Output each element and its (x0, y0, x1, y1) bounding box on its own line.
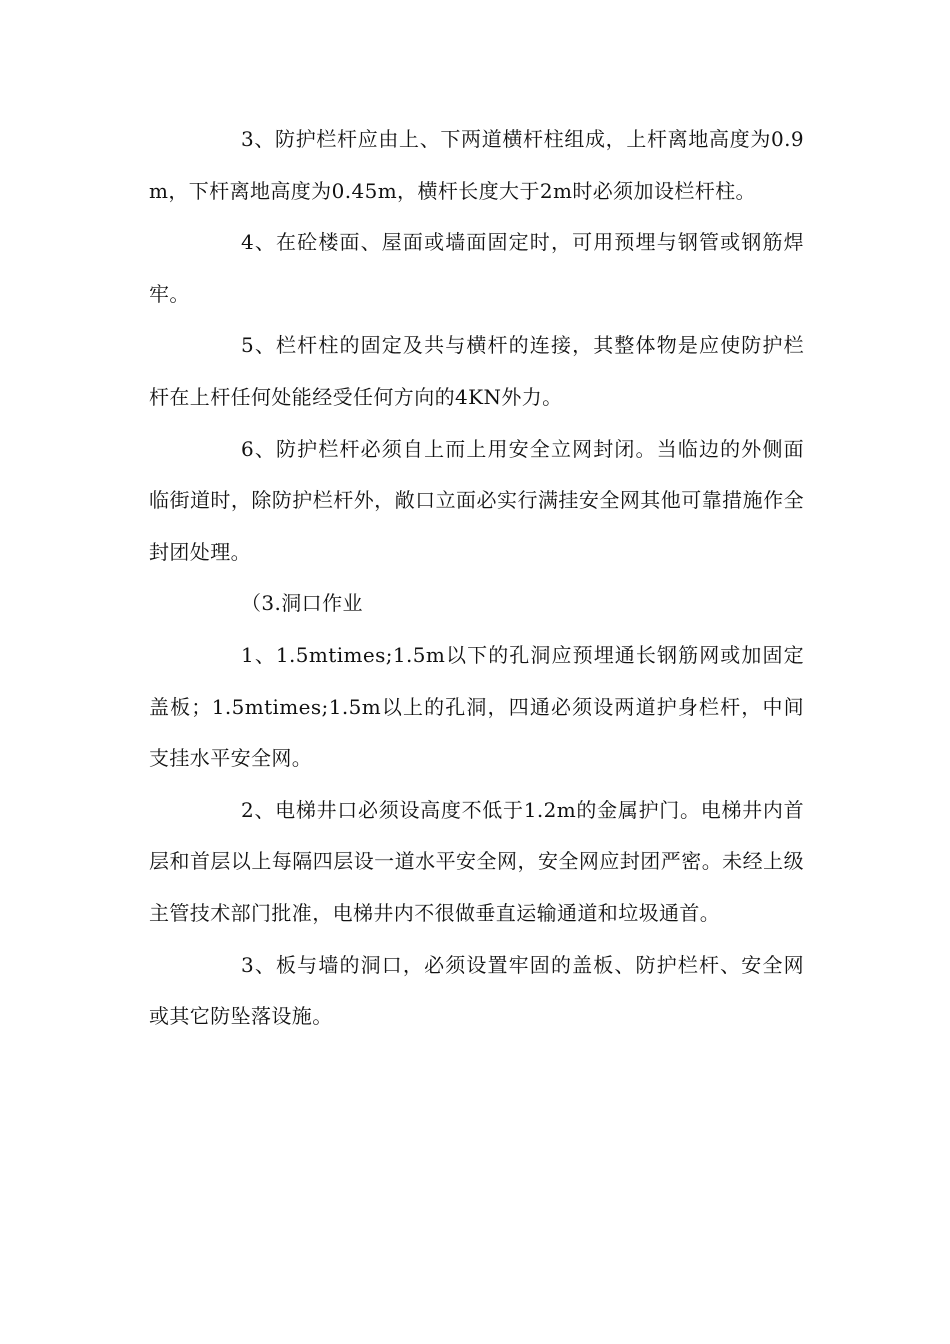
paragraph-railing-structure: 3、防护栏杆应由上、下两道横杆柱组成，上杆离地高度为0.9m，下杆离地高度为0.45m，横杆长度大于2m时必须加设栏杆柱。 (149, 127, 804, 203)
paragraph-wall-opening: 3、板与墙的洞口，必须设置牢固的盖板、防护栏杆、安全网或其它防坠落设施。 (149, 952, 804, 1029)
paragraph-railing-fixing: 4、在砼楼面、屋面或墙面固定时，可用预埋与钢管或钢筋焊牢。 (149, 230, 804, 306)
paragraph-hole-cover: 1、1.5mtimes;1.5m以下的孔洞应预埋通长钢筋网或加固定盖板；1.5mtimes;1.5m以上的孔洞，四通必须设两道护身栏杆，中间支挂水平安全网。 (149, 642, 804, 771)
document-body (149, 114, 804, 1043)
paragraph-railing-load: 5、栏杆柱的固定及共与横杆的连接，其整体物是应使防护栏杆在上杆任何处能经受任何方向的4KN外力。 (149, 333, 804, 409)
paragraph-elevator-shaft: 2、电梯井口必须设高度不低于1.2m的金属护门。电梯井内首层和首层以上每隔四层设一道水平安全网，安全网应封团严密。未经上级主管技术部门批准，电梯井内不很做垂直运输通道和垃圾通首。 (149, 797, 804, 925)
paragraph-railing-net: 6、防护栏杆必须自上而上用安全立网封闭。当临边的外侧面临街道时，除防护栏杆外，敞口立面必实行满挂安全网其他可靠措施作全封团处理。 (149, 436, 804, 564)
section-heading-opening-work: （3.洞口作业 (241, 591, 363, 616)
